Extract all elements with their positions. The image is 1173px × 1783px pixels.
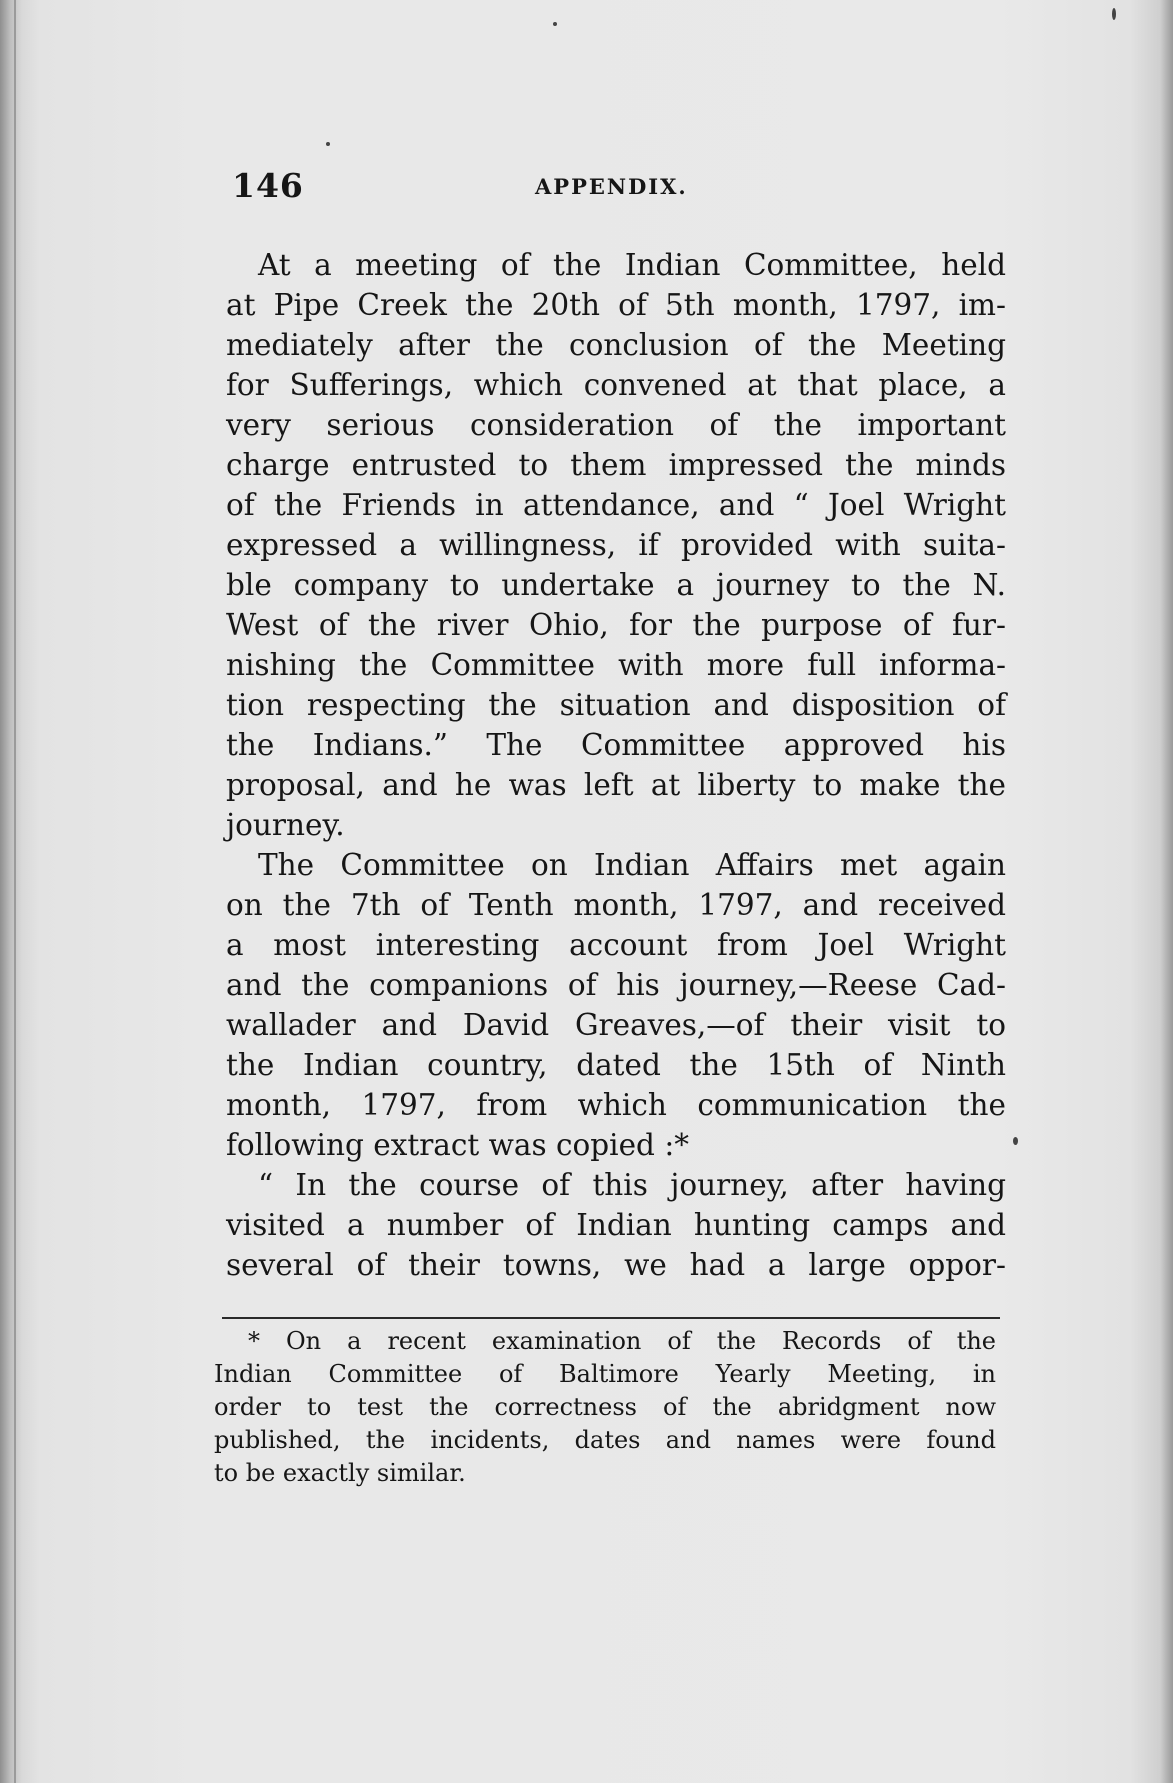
text-line: a most interesting account from Joel Wright <box>226 928 1006 962</box>
footnote-line: order to test the correctness of the abridgment now <box>214 1393 996 1421</box>
running-head <box>232 166 1007 206</box>
text-line: At a meeting of the Indian Committee, held <box>258 248 1006 282</box>
text-line: tion respecting the situation and disposition of <box>226 688 1006 722</box>
text-line: wallader and David Greaves,—of their visit to <box>226 1008 1006 1042</box>
text-line: mediately after the conclusion of the Meeting <box>226 328 1006 362</box>
paper-speck <box>1112 8 1116 20</box>
paper-speck <box>326 142 330 146</box>
text-line: journey. <box>226 808 345 842</box>
footnote-rule <box>222 1317 1000 1319</box>
running-title: APPENDIX. <box>535 174 688 199</box>
footnote <box>214 1325 996 1490</box>
text-line: and the companions of his journey,—Reese Cad- <box>226 968 1006 1002</box>
text-line: for Sufferings, which convened at that place, a <box>226 368 1006 402</box>
text-line: The Committee on Indian Affairs met again <box>258 848 1006 882</box>
paper-speck <box>553 22 557 26</box>
text-line: month, 1797, from which communication the <box>226 1088 1006 1122</box>
text-line: ble company to undertake a journey to the N. <box>226 568 1006 602</box>
text-line: expressed a willingness, if provided with suita- <box>226 528 1006 562</box>
text-line: very serious consideration of the important <box>226 408 1006 442</box>
footnote-line: published, the incidents, dates and names were found <box>214 1426 996 1454</box>
text-line: West of the river Ohio, for the purpose of fur- <box>226 608 1006 642</box>
footnote-line: to be exactly similar. <box>214 1459 466 1487</box>
text-line: “ In the course of this journey, after having <box>258 1168 1006 1202</box>
text-line: charge entrusted to them impressed the minds <box>226 448 1006 482</box>
footnote-line: Indian Committee of Baltimore Yearly Meeting, in <box>214 1360 996 1388</box>
footnote-line: * On a recent examination of the Records of the <box>248 1327 996 1355</box>
text-line: the Indians.” The Committee approved his <box>226 728 1006 762</box>
text-line: at Pipe Creek the 20th of 5th month, 1797, im- <box>226 288 1006 322</box>
page-gutter-edge <box>14 0 16 1783</box>
text-line: on the 7th of Tenth month, 1797, and received <box>226 888 1006 922</box>
text-line: proposal, and he was left at liberty to make the <box>226 768 1006 802</box>
paper-speck <box>1013 1137 1018 1145</box>
text-line: of the Friends in attendance, and “ Joel Wright <box>226 488 1006 522</box>
text-line: the Indian country, dated the 15th of Ninth <box>226 1048 1006 1082</box>
text-line: several of their towns, we had a large oppor- <box>226 1248 1006 1282</box>
page-number: 146 <box>232 166 304 205</box>
text-line: following extract was copied :* <box>226 1128 690 1162</box>
body-text <box>226 245 1006 1285</box>
text-line: nishing the Committee with more full informa- <box>226 648 1006 682</box>
text-line: visited a number of Indian hunting camps and <box>226 1208 1006 1242</box>
